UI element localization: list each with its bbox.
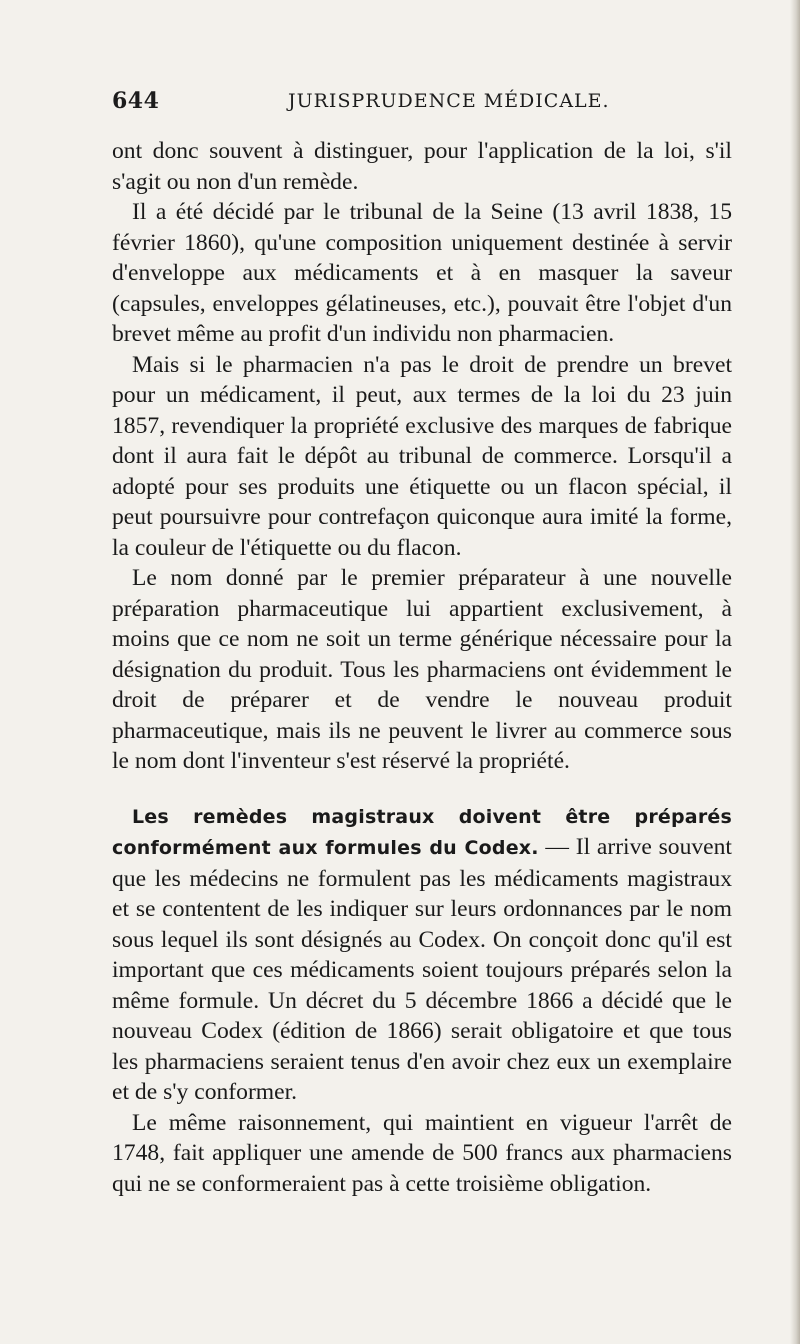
paragraph-3: Mais si le pharmacien n'a pas le droit de prendre un brevet pour un médicament, il peut, aux termes de la loi du 23 juin 1857, revendiquer la propriété exclusive des marques de fabrique dont il aura fait le dépôt au tribunal de commerce. Lorsqu'il a adopté pour ses produits une étiquette ou un flacon spécial, il peut poursuivre pour contrefaçon quiconque aura imité la forme, la couleur de l'étiquette ou du flacon. <box>112 351 732 561</box>
paragraph-2: Il a été décidé par le tribunal de la Seine (13 avril 1838, 15 février 1860), qu'une composition uniquement destinée à servir d'enveloppe aux médicaments et à en masquer la saveur (capsules, enveloppes gélatineuses, etc.), pouvait être l'objet d'un brevet même au profit d'un individu non pharmacien. <box>112 199 732 347</box>
section-heading: Les remèdes magistraux doivent être préparés conformément aux formules du Codex. <box>112 805 732 859</box>
final-paragraph: Le même raisonnement, qui maintient en vigueur l'arrêt de 1748, fait appliquer une amende de 500 francs aux pharmaciens qui ne se conformeraient pas à cette troisième obligation. <box>112 1109 732 1197</box>
page-header <box>112 88 712 122</box>
paragraph-4: Le nom donné par le premier préparateur à une nouvelle préparation pharmaceutique lui appartient exclusivement, à moins que ce nom ne soit un terme générique nécessaire pour la désignation du produit. Tous les pharmaciens ont évidemment le droit de préparer et de vendre le nouveau produit pharmaceutique, mais ils ne peuvent le livrer au commerce sous le nom dont l'inventeur s'est réservé la propriété. <box>112 565 732 774</box>
running-title: JURISPRUDENCE MÉDICALE. <box>288 90 610 112</box>
page-body <box>112 136 732 1199</box>
page-edge-shadow <box>790 0 800 1344</box>
section-text: — Il arrive souvent que les médecins ne formulent pas les médicaments magistraux et se contentent de les indiquer sur leurs ordonnances par le nom sous lequel ils sont désignés au Codex. On conçoit donc qu'il est important que ces médicaments soient toujours préparés selon la même formule. Un décret du 5 décembre 1866 a décidé que le nouveau Codex (édition de 1866) serait obligatoire et que tous les pharmaciens seraient tenus d'en avoir chez eux un exemplaire et de s'y conformer. <box>112 834 732 1105</box>
paragraph-1: ont donc souvent à distinguer, pour l'application de la loi, s'il s'agit ou non d'un remède. <box>112 138 732 195</box>
section-paragraph <box>112 801 732 1108</box>
page-number: 644 <box>112 88 160 114</box>
